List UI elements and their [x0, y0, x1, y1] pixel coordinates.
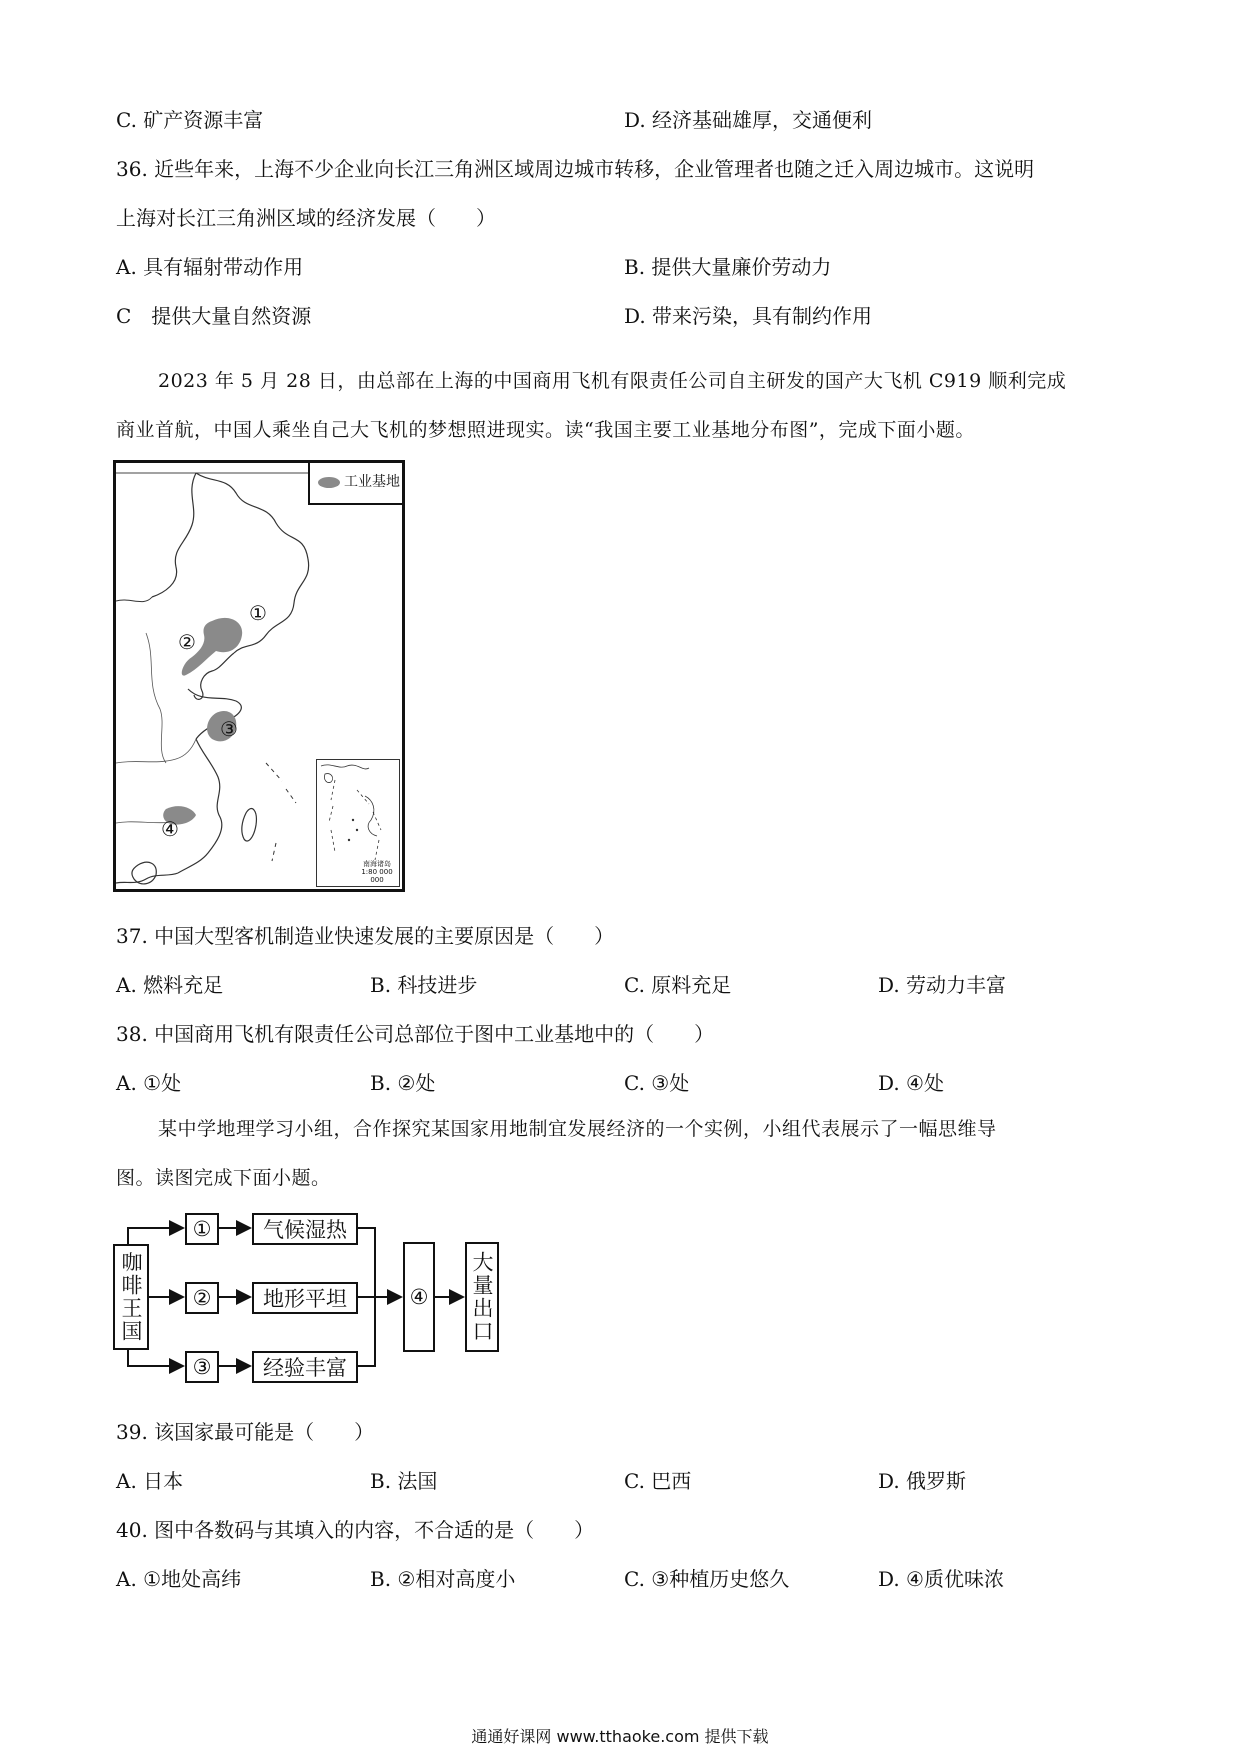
q38-option-b: B. ②处 [370, 1071, 436, 1095]
q36-option-a: A. 具有辐射带动作用 [116, 255, 304, 279]
q37-option-c: C. 原料充足 [624, 973, 732, 997]
q36-option-b: B. 提供大量廉价劳动力 [624, 255, 832, 279]
passage1-line2: 商业首航，中国人乘坐自己大飞机的梦想照进现实。读“我国主要工业基地分布图”，完成下面小题。 [116, 419, 975, 441]
q38-stem: 38. 中国商用飞机有限责任公司总部位于图中工业基地中的（ ） [116, 1022, 715, 1046]
q39-option-d: D. 俄罗斯 [878, 1469, 967, 1493]
q40-stem: 40. 图中各数码与其填入的内容，不合适的是（ ） [116, 1518, 595, 1542]
q40-option-d: D. ④质优味浓 [878, 1567, 1004, 1591]
q36-option-d: D. 带来污染，具有制约作用 [624, 304, 873, 328]
map-marker-2: ② [178, 630, 196, 654]
q37-option-a: A. 燃料充足 [116, 973, 224, 997]
q37-option-d: D. 劳动力丰富 [878, 973, 1007, 997]
factor-climate-box: 气候湿热 [252, 1213, 358, 1245]
south-china-sea-inset [316, 759, 400, 887]
node-2-box: ② [185, 1282, 219, 1314]
node-4-box: ④ [403, 1242, 435, 1352]
q39-option-a: A. 日本 [116, 1469, 184, 1493]
q36-stem-line1: 36. 近些年来，上海不少企业向长江三角洲区域周边城市转移，企业管理者也随之迁入周边城市。这说明 [116, 157, 1035, 181]
q38-option-c: C. ③处 [624, 1071, 690, 1095]
q36-option-c: C 提供大量自然资源 [116, 304, 312, 328]
map-marker-3: ③ [220, 717, 238, 741]
q36-stem-line2: 上海对长江三角洲区域的经济发展（ ） [116, 206, 496, 230]
map-legend [308, 463, 402, 505]
inset-label-line2: 1:80 000 000 [361, 868, 393, 884]
legend-swatch [318, 477, 340, 488]
factor-experience-box: 经验丰富 [252, 1351, 358, 1383]
q37-option-b: B. 科技进步 [370, 973, 478, 997]
q40-option-a: A. ①地处高纬 [116, 1567, 242, 1591]
inset-label-line1: 南海诸岛 [363, 860, 391, 868]
q35-option-c: C. 矿产资源丰富 [116, 108, 264, 132]
q39-stem: 39. 该国家最可能是（ ） [116, 1420, 375, 1444]
factor-terrain-box: 地形平坦 [252, 1282, 358, 1314]
q40-option-b: B. ②相对高度小 [370, 1567, 516, 1591]
q38-option-d: D. ④处 [878, 1071, 944, 1095]
industrial-base-map [113, 460, 405, 892]
q38-option-a: A. ①处 [116, 1071, 182, 1095]
page-footer: 通通好课网 www.tthaoke.com 提供下载 [471, 1727, 769, 1746]
q35-option-d: D. 经济基础雄厚，交通便利 [624, 108, 873, 132]
q39-option-b: B. 法国 [370, 1469, 438, 1493]
mind-map [113, 1210, 513, 1385]
node-3-box: ③ [185, 1351, 219, 1383]
legend-label: 工业基地 [344, 474, 400, 490]
map-marker-4: ④ [161, 817, 179, 841]
source-box: 咖啡王国 [113, 1244, 149, 1350]
map-marker-1: ① [249, 601, 267, 625]
q40-option-c: C. ③种植历史悠久 [624, 1567, 790, 1591]
q39-option-c: C. 巴西 [624, 1469, 692, 1493]
q37-stem: 37. 中国大型客机制造业快速发展的主要原因是（ ） [116, 924, 615, 948]
node-1-box: ① [185, 1213, 219, 1245]
passage2-line2: 图。读图完成下面小题。 [116, 1167, 331, 1189]
passage1-line1: 2023 年 5 月 28 日，由总部在上海的中国商用飞机有限责任公司自主研发的国产大飞机 C919 顺利完成 [158, 370, 1067, 392]
inset-label [357, 860, 397, 884]
result-box: 大量出口 [465, 1242, 499, 1352]
passage2-line1: 某中学地理学习小组，合作探究某国家用地制宜发展经济的一个实例，小组代表展示了一幅思维导 [158, 1118, 997, 1140]
